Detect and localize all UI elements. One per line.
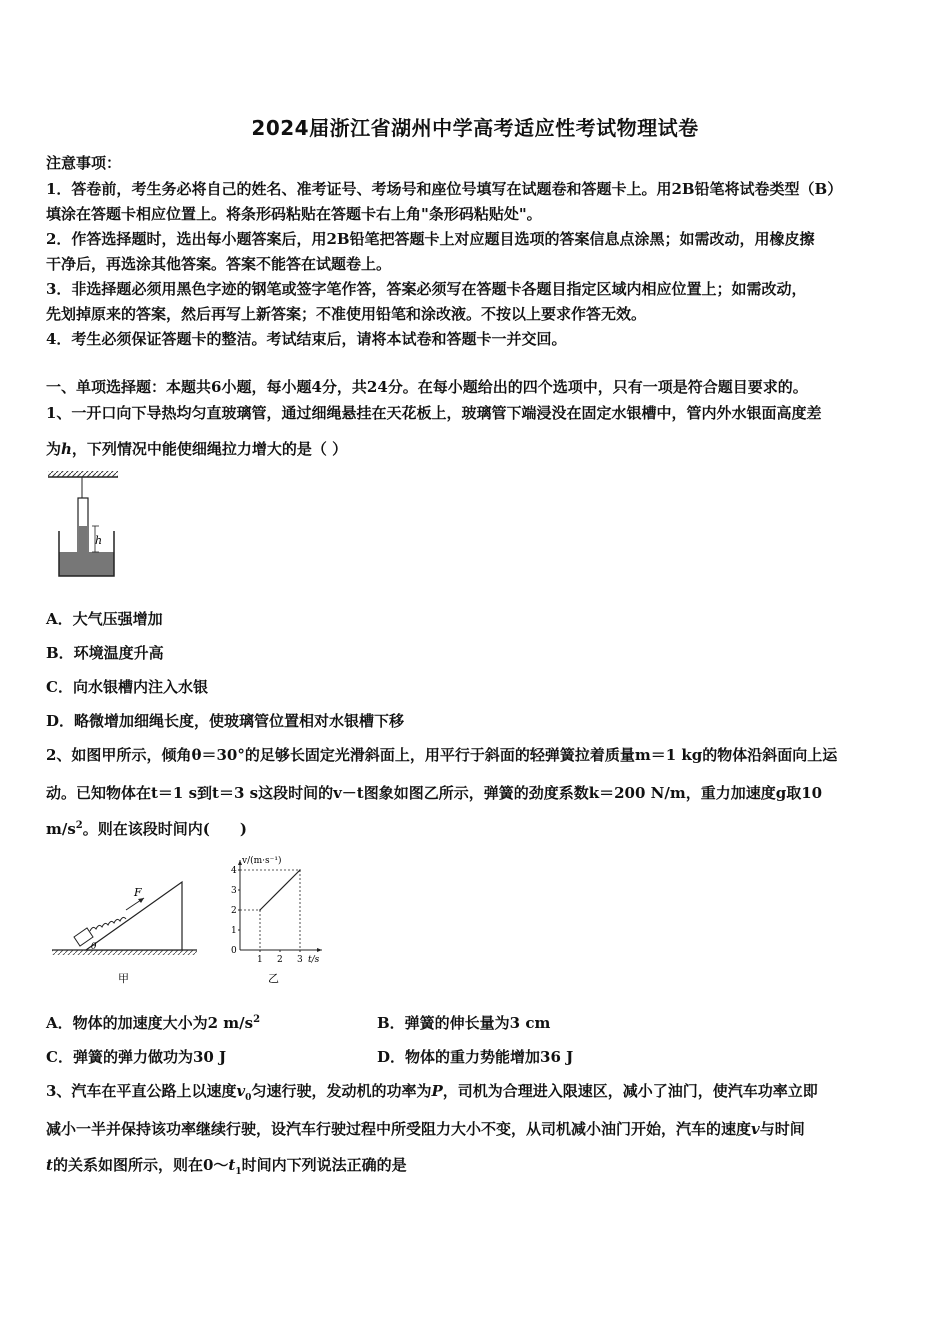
- q2-option-b: B．弹簧的伸长量为3 cm: [377, 1014, 551, 1032]
- q2-incline-figure: [50, 868, 210, 988]
- q1-stem-line-2: 为h，下列情况中能使细绳拉力增大的是（ ）: [46, 440, 348, 458]
- velocity-line: [260, 870, 300, 910]
- q1-option-d: D．略微增加细绳长度，使玻璃管位置相对水银槽下移: [46, 712, 405, 730]
- notice-line-6: 先划掉原来的答案，然后再写上新答案；不准使用铅笔和涂改液。不按以上要求作答无效。: [46, 305, 647, 323]
- y-tick-label-4: 4: [231, 866, 237, 876]
- notice-line-3: 2．作答选择题时，选出每小题答案后，用2B铅笔把答题卡上对应题目选项的答案信息点涂黑；如需改动，用橡皮擦: [46, 230, 815, 248]
- q3-stem-line-2: 减小一半并保持该功率继续行驶，设汽车行驶过程中所受阻力大小不变，从司机减小油门开始，汽车的速度v与时间: [46, 1120, 805, 1138]
- q1-mercury-tube-figure: [46, 468, 128, 580]
- q3-stem-line-1: 3、汽车在平直公路上以速度$v_0$匀速行驶，发动机的功率为P，司机为合理进入限速区，减小了油门，使汽车功率立即: [46, 1082, 818, 1103]
- q3-stem-line-3: t的关系如图所示，则在$0\sim t_1$时间内下列说法正确的是: [46, 1156, 407, 1177]
- x-tick-label-3: 3: [297, 955, 303, 965]
- y-tick-label-0: 0: [231, 946, 237, 956]
- figure-jia-label: 甲: [118, 972, 129, 985]
- q1-option-b: B．环境温度升高: [46, 644, 164, 662]
- notice-line-5: 3．非选择题必须用黑色字迹的钢笔或签字笔作答，答案必须写在答题卡各题目指定区域内相应位置上；如需改动，: [46, 280, 807, 298]
- q2-option-d: D．物体的重力势能增加36 J: [377, 1048, 574, 1066]
- figure-yi-label: 乙: [268, 972, 279, 985]
- q1-option-a: A．大气压强增加: [46, 610, 163, 628]
- force-label: F: [134, 886, 142, 899]
- x-axis-label: t/s: [308, 955, 320, 965]
- y-tick-label-1: 1: [231, 926, 237, 936]
- y-axis-label: v/(m·s⁻¹): [242, 856, 282, 866]
- angle-label: θ: [91, 942, 97, 952]
- q2-vt-chart: [222, 850, 332, 990]
- q2-stem-line-2: 动。已知物体在t＝1 s到t＝3 s这段时间的v－t图象如图乙所示，弹簧的劲度系数k＝200 N/m，重力加速度g取10: [46, 784, 823, 802]
- notice-line-7: 4．考生必须保证答题卡的整洁。考试结束后，请将本试卷和答题卡一并交回。: [46, 330, 567, 348]
- ceiling-hatch: [48, 471, 118, 477]
- height-label: h: [95, 534, 103, 547]
- notice-line-1: 1．答卷前，考生务必将自己的姓名、准考证号、考场号和座位号填写在试题卷和答题卡上。用2B铅笔将试卷类型（B）: [46, 180, 843, 198]
- data-point-0: [259, 909, 261, 911]
- q2-option-c: C．弹簧的弹力做功为30 J: [46, 1048, 227, 1066]
- data-point-1: [299, 869, 301, 871]
- y-tick-label-2: 2: [231, 906, 237, 916]
- q2-option-a: A．物体的加速度大小为2 $m/s^2$: [46, 1014, 261, 1032]
- notice-heading: 注意事项：: [46, 154, 122, 172]
- notice-line-2: 填涂在答题卡相应位置上。将条形码粘贴在答题卡右上角"条形码粘贴处"。: [46, 205, 542, 223]
- y-tick-label-3: 3: [231, 886, 237, 896]
- section-heading: 一、单项选择题：本题共6小题，每小题4分，共24分。在每小题给出的四个选项中，只有一项是符合题目要求的。: [46, 378, 808, 396]
- notice-line-4: 干净后，再选涂其他答案。答案不能答在试题卷上。: [46, 255, 392, 273]
- page-title: 2024届浙江省湖州中学高考适应性考试物理试卷: [251, 116, 699, 140]
- q2-stem-line-1: 2、如图甲所示，倾角θ＝30°的足够长固定光滑斜面上，用平行于斜面的轻弹簧拉着质量m＝1 kg的物体沿斜面向上运: [46, 746, 838, 764]
- x-tick-label-2: 2: [277, 955, 283, 965]
- q1-option-c: C．向水银槽内注入水银: [46, 678, 208, 696]
- q2-stem-line-3: $m/s^2$。则在该段时间内( ): [46, 820, 247, 838]
- q1-stem-line-1: 1、一开口向下导热均匀直玻璃管，通过细绳悬挂在天花板上，玻璃管下端浸没在固定水银槽中，管内外水银面高度差: [46, 404, 822, 422]
- x-tick-label-1: 1: [257, 955, 263, 965]
